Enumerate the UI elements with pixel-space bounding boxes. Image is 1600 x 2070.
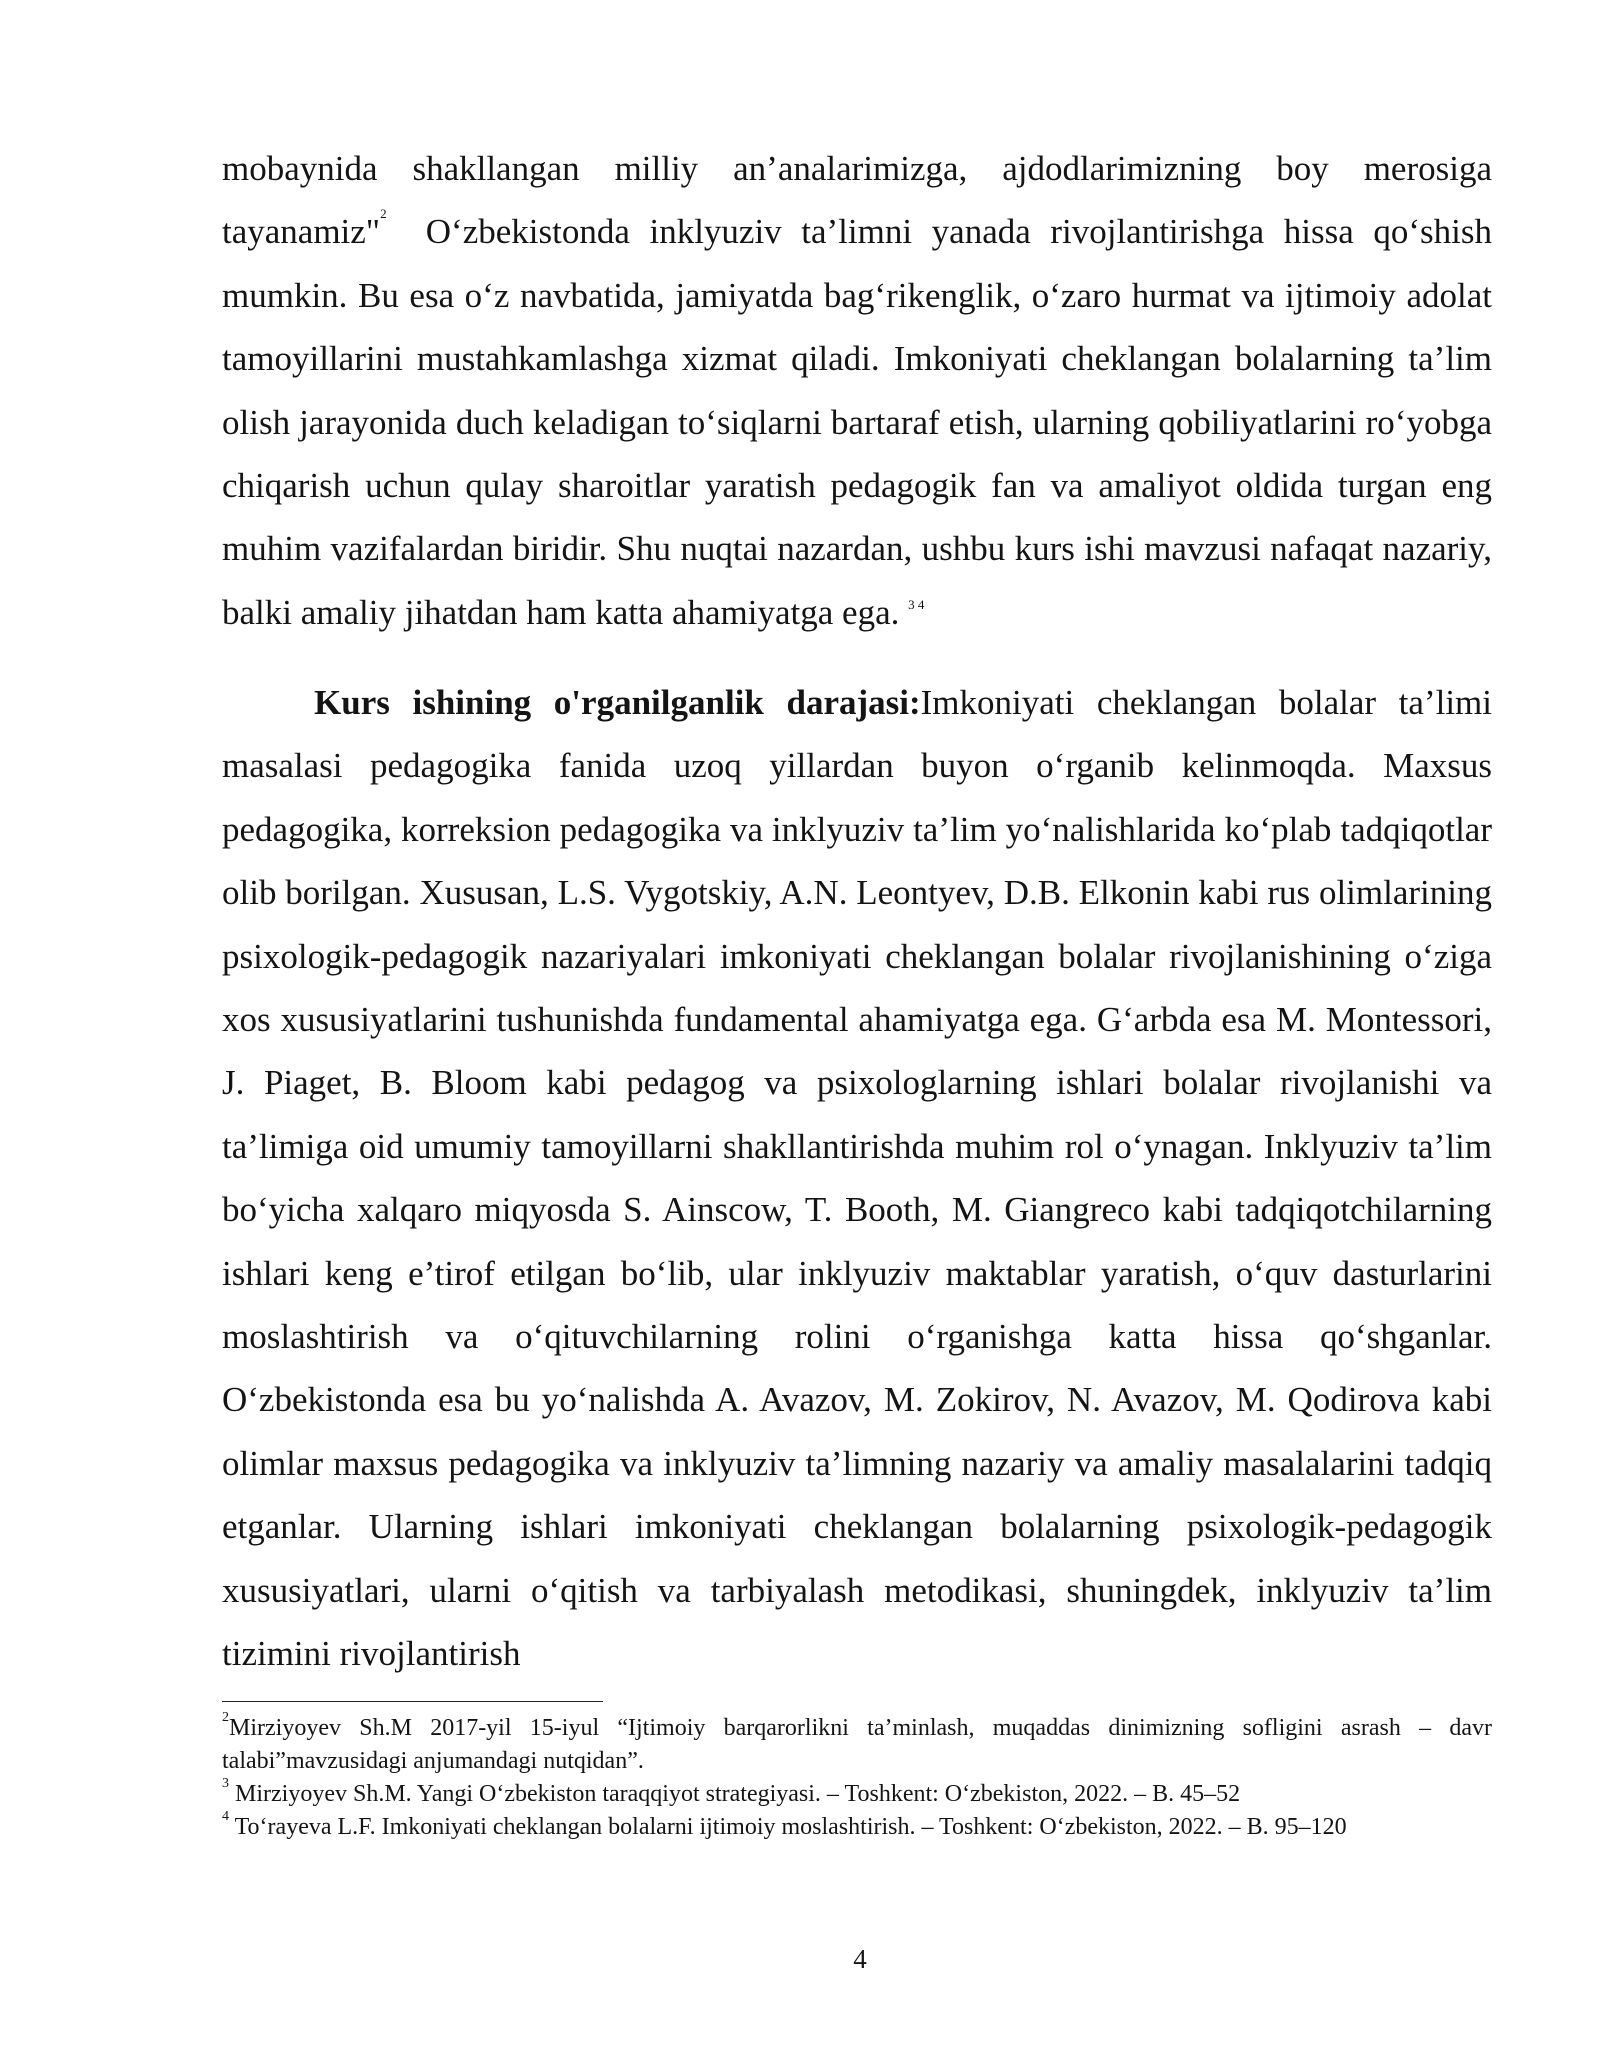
page-number: 4	[853, 1944, 867, 1974]
footnote-text: To‘rayeva L.F. Imkoniyati cheklangan bolalarni ijtimoiy moslashtirish. – Toshkent: O‘zbekiston, 2022. – B. 95–120	[229, 1814, 1347, 1840]
footnote-text: Mirziyoyev Sh.M 2017-yil 15-iyul “Ijtimoiy barqarorlikni ta’minlash, muqaddas dinimizning sofligini asrash – davr talabi”mavzusidagi anjumandagi nutqidan”.	[222, 1715, 1492, 1774]
footnote-marker: 2	[222, 1710, 229, 1725]
paragraph-1-text-a: mobaynida shakllangan milliy an’analarimizga, ajdodlarimizning boy merosiga tayanamiz"	[222, 149, 1492, 252]
footnote-2	[222, 1712, 1492, 1778]
paragraph-1-text-b: O‘zbekistonda inklyuziv ta’limni yanada rivojlantirishga hissa qo‘shish mumkin. Bu esa o‘z navbatida, jamiyatda bag‘rikenglik, o‘zaro hurmat va ijtimoiy adolat tamoyillarini mustahkamlashga xizmat qiladi. Imkoniyati cheklangan bolalarning ta’lim olish jarayonida duch keladigan to‘siqlarni bartaraf etish, ularning qobiliyatlarini ro‘yobga chiqarish uchun qulay sharoitlar yaratish pedagogik fan va amaliyot oldida turgan eng muhim vazifalardan biridir. Shu nuqtai nazardan, ushbu kurs ishi mavzusi nafaqat nazariy, balki amaliy jihatdan ham katta ahamiyatga ega.	[222, 212, 1501, 632]
footnote-4	[222, 1811, 1492, 1844]
section-heading: Kurs ishining o'rganilganlik darajasi:	[314, 683, 921, 722]
body-paragraph-1	[222, 137, 1501, 644]
footnote-reference-3-4: 3 4	[908, 596, 925, 612]
footnotes	[222, 1712, 1492, 1844]
footnote-3	[222, 1778, 1492, 1811]
footnote-marker: 3	[222, 1776, 229, 1791]
footnote-reference-2: 2	[380, 206, 387, 222]
paragraph-2-text: Imkoniyati cheklangan bolalar ta’limi masalasi pedagogika fanida uzoq yillardan buyon o‘rganib kelinmoqda. Maxsus pedagogika, korreksion pedagogika va inklyuziv ta’lim yo‘nalishlarida ko‘plab tadqiqotlar olib borilgan. Xususan, L.S. Vygotskiy, A.N. Leontyev, D.B. Elkonin kabi rus olimlarining psixologik-pedagogik nazariyalari imkoniyati cheklangan bolalar rivojlanishining o‘ziga xos xususiyatlarini tushunishda fundamental ahamiyatga ega. G‘arbda esa M. Montessori, J. Piaget, B. Bloom kabi pedagog va psixologlarning ishlari bolalar rivojlanishi va ta’limiga oid umumiy tamoyillarni shakllantirishda muhim rol o‘ynagan. Inklyuziv ta’lim bo‘yicha xalqaro miqyosda S. Ainscow, T. Booth, M. Giangreco kabi tadqiqotchilarning ishlari keng e’tirof etilgan bo‘lib, ular inklyuziv maktablar yaratish, o‘quv dasturlarini moslashtirish va o‘qituvchilarning rolini o‘rganishga katta hissa qo‘shganlar. O‘zbekistonda esa bu yo‘nalishda A. Avazov, M. Zokirov, N. Avazov, M. Qodirova kabi olimlar maxsus pedagogika va inklyuziv ta’limning nazariy va amaliy masalalarini tadqiq etganlar. Ularning ishlari imkoniyati cheklangan bolalarning psixologik-pedagogik xususiyatlari, ularni o‘qitish va tarbiyalash metodikasi, shuningdek, inklyuziv ta’lim tizimini rivojlantirish	[222, 683, 1492, 1674]
footnote-text: Mirziyoyev Sh.M. Yangi O‘zbekiston taraqqiyot strategiyasi. – Toshkent: O‘zbekiston, 2022. – B. 45–52	[229, 1781, 1241, 1807]
footnote-marker: 4	[222, 1809, 229, 1824]
footnote-separator	[222, 1701, 603, 1702]
body-paragraph-2	[222, 671, 1492, 1686]
